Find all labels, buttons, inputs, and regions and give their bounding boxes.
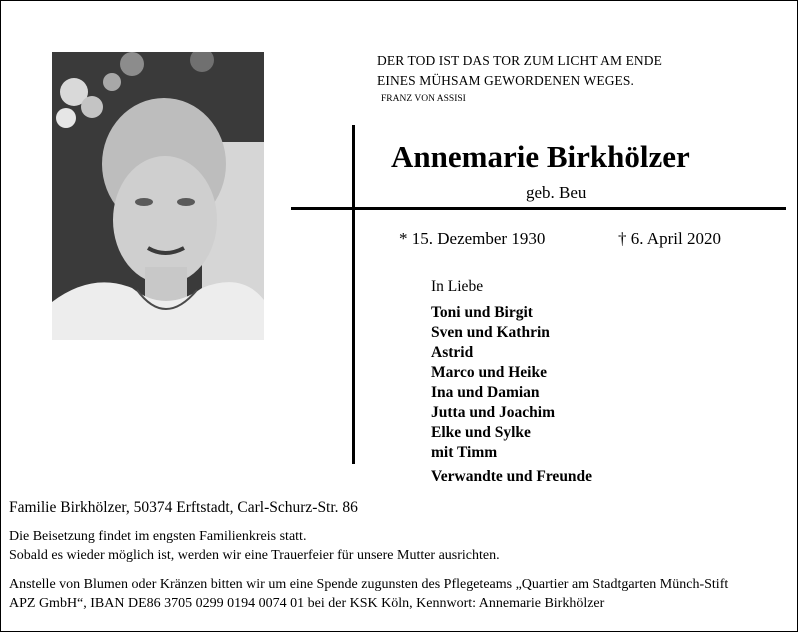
family-address: Familie Birkhölzer, 50374 Erftstadt, Carl-Schurz-Str. 86 xyxy=(9,499,358,516)
mourner-name: Ina und Damian xyxy=(431,384,540,401)
mourner-name: Marco und Heike xyxy=(431,364,547,381)
funeral-line-1: Die Beisetzung findet im engsten Familienkreis statt. xyxy=(9,529,307,544)
quote xyxy=(377,51,662,107)
mourners-intro: In Liebe xyxy=(431,278,484,295)
quote-line-2: EINES MÜHSAM GEWORDENEN WEGES. xyxy=(377,73,634,88)
mourner-name: Toni und Birgit xyxy=(431,304,533,321)
portrait-image xyxy=(52,52,264,340)
deceased-name: Annemarie Birkhölzer xyxy=(391,139,690,174)
cross-horizontal-bar xyxy=(291,207,786,210)
donation-line-2: APZ GmbH“, IBAN DE86 3705 0299 0194 0074 01 bei der KSK Köln, Kennwort: Annemarie Birkhölzer xyxy=(9,596,605,611)
mourner-name: Sven und Kathrin xyxy=(431,324,550,341)
mourner-name: Elke und Sylke xyxy=(431,424,531,441)
funeral-notice xyxy=(9,527,500,565)
maiden-name: geb. Beu xyxy=(526,183,587,202)
mourner-name: mit Timm xyxy=(431,444,498,461)
portrait-photo xyxy=(52,52,264,340)
funeral-line-2: Sobald es wieder möglich ist, werden wir eine Trauerfeier für unsere Mutter ausrichten. xyxy=(9,548,500,563)
death-date: † 6. April 2020 xyxy=(618,229,721,248)
mourner-name: Astrid xyxy=(431,344,474,361)
donation-line-1: Anstelle von Blumen oder Kränzen bitten wir um eine Spende zugunsten des Pflegeteams „Quartier am Stadtgarten Münch-Stift xyxy=(9,577,729,592)
birth-date: * 15. Dezember 1930 xyxy=(399,229,546,248)
quote-author: FRANZ VON ASSISI xyxy=(381,94,466,104)
cross-vertical-bar xyxy=(352,125,355,464)
donation-request xyxy=(9,575,728,613)
mourners-list xyxy=(431,303,592,487)
mourners-closing: Verwandte und Freunde xyxy=(431,468,593,485)
quote-line-1: DER TOD IST DAS TOR ZUM LICHT AM ENDE xyxy=(377,53,662,68)
mourner-name: Jutta und Joachim xyxy=(431,404,556,421)
